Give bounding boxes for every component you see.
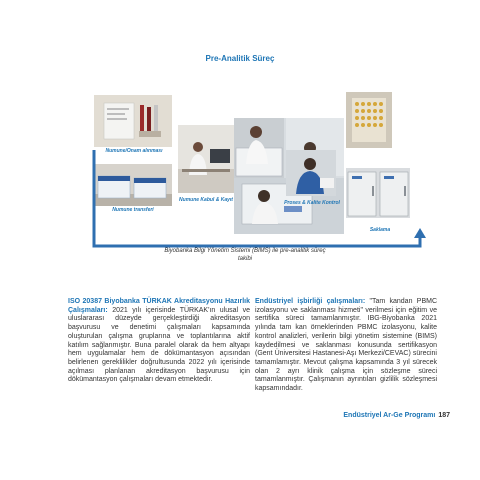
left-column bbox=[68, 298, 250, 385]
bims-caption: Biyobanka Bilgi Yönetim Sistemi (BIMS) ile pre-analitik süreç takibi bbox=[164, 248, 326, 262]
page-number: 187 bbox=[438, 412, 450, 419]
right-column-body: "Tam kandan PBMC izolasyonu ve saklanması hizmeti" verilmesi için eğitim ve sertifika süreci tamamlanmıştır. IBG-Biyobanka 2021 yılında tam kan örneklerinden PBMC izolasyonu, kalite kontrol analizleri, verilerin bilgi yönetim sistemine (BIMS) kaydedilmesi ve saklanması konusunda sertifikasyon (Gent Üniversitesi Hastanesi-Aşı Merkezi/CEVAC) sürecini tamamlamıştır. Mevcut çalışma kapsamında 3 yıl sürecek olan 2 ayrı klinik çalışma için sözleşme süreci tamamlanmıştır. Çalışmanın ayrıntıları gizlilik sözleşmesi kapsamındadır. bbox=[255, 298, 438, 393]
caption-sample-intake: Numune Kabul & Kayıt bbox=[179, 197, 233, 203]
left-column-lead: ISO 20387 Biyobanka TÜRKAK Akreditasyonu Hazırlık Çalışmaları: bbox=[68, 298, 250, 314]
caption-storage: Saklama bbox=[369, 227, 391, 233]
right-column-lead: Endüstriyel işbirliği çalışmaları: bbox=[255, 298, 366, 305]
left-column-body: 2021 yılı içerisinde TÜRKAK'ın ulusal ve uluslararası düzeyde gerçekleştirdiği akreditasyon başvurusu ve denetimi çalışmaları kapsamında oluşturulan çalışma gruplarına ve toplantılarına aktif katılım sağlanmıştır. Buna paralel olarak da hem altyapı hem uygulamalar hem de dökümantasyon açısından belirlenen gereklilikler doğrultusunda 2022 yılı içerisinde açılması planlanan akreditasyon başvurusu için dökümantasyon çalışmaları devam etmektedir. bbox=[68, 306, 250, 384]
page-footer bbox=[300, 412, 450, 419]
page-title: Pre-Analitik Süreç bbox=[205, 54, 275, 63]
sample-collection-photo bbox=[94, 95, 172, 147]
caption-sample-transfer: Numune transferi bbox=[112, 207, 154, 213]
caption-process-qc: Proses & Kalite Kontrol bbox=[284, 200, 340, 206]
process-flow-arrow bbox=[90, 150, 430, 250]
storage-rack-photo bbox=[346, 92, 392, 148]
footer-section: Endüstriyel Ar-Ge Programı bbox=[343, 412, 436, 419]
right-column bbox=[255, 298, 437, 394]
caption-sample-collection: Numune/Onam alınması bbox=[105, 148, 163, 154]
